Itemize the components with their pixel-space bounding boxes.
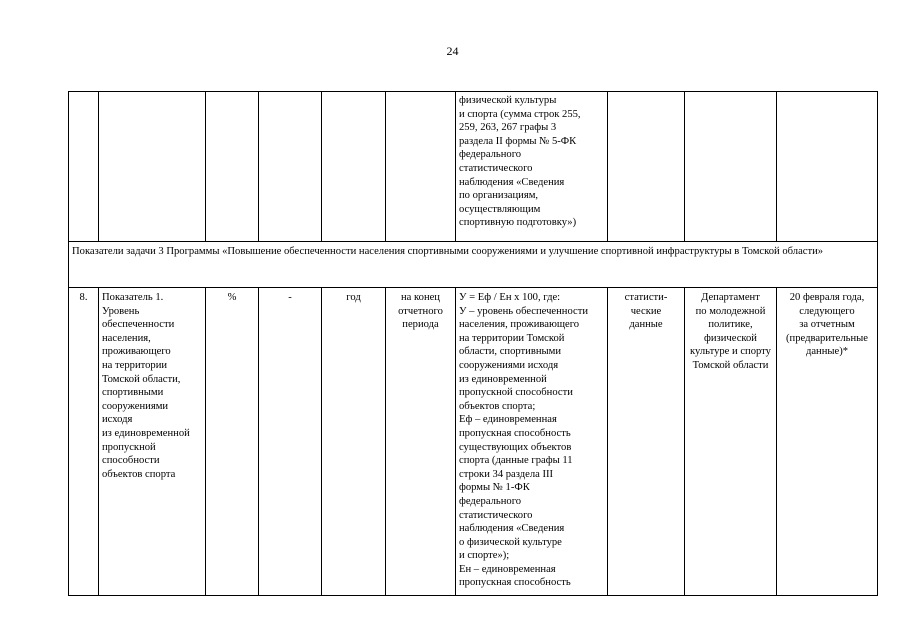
table-row-continuation (69, 92, 878, 242)
deadline-cell: 20 февраля года, следующего за отчетным (предварительные данные)* (777, 288, 878, 596)
table-cell (322, 92, 386, 242)
table-cell (99, 92, 206, 242)
section-header-cell: Показатели задачи 3 Программы «Повышение обеспеченности населения спортивными сооружениями и улучшение спортивной инфраструктуры в Томской области» (69, 242, 878, 288)
table-row-indicator (69, 288, 878, 596)
table-cell (386, 92, 456, 242)
table-cell (685, 92, 777, 242)
dash-cell: - (259, 288, 322, 596)
indicators-table (68, 91, 878, 596)
table-cell (608, 92, 685, 242)
periodicity-cell: год (322, 288, 386, 596)
table-cell (69, 92, 99, 242)
table-cell (777, 92, 878, 242)
indicator-name-cell: Показатель 1. Уровень обеспеченности населения, проживающего на территории Томской области, спортивными сооружениями исходя из единовременной пропускной способности объектов спорта (99, 288, 206, 596)
responsible-cell: Департамент по молодежной политике, физической культуре и спорту Томской области (685, 288, 777, 596)
timing-cell: на конец отчетного периода (386, 288, 456, 596)
table-cell (259, 92, 322, 242)
table-row-section-header (69, 242, 878, 288)
page-number: 24 (446, 44, 459, 58)
table-cell (206, 92, 259, 242)
unit-cell: % (206, 288, 259, 596)
method-cell: статисти- ческие данные (608, 288, 685, 596)
formula-cell: У = Еф / Ен x 100, где: У – уровень обеспеченности населения, проживающего на территории Томской области, спортивными сооружениями исходя из единовременной пропускной способности объектов спорта; Еф – единовременная пропускная способность существующих объектов спорта (данные графы 11 строки 34 раздела III формы № 1-ФК федерального статистического наблюдения «Сведения о физической культуре и спорте»); Ен – единовременная пропускная способность (456, 288, 608, 596)
indicator-number-cell: 8. (69, 288, 99, 596)
formula-continuation-cell: физической культуры и спорта (сумма строк 255, 259, 263, 267 графы 3 раздела II формы № 5-ФК федерального статистического наблюдения «Сведения по организациям, осуществляющим спортивную подготовку») (456, 92, 608, 242)
